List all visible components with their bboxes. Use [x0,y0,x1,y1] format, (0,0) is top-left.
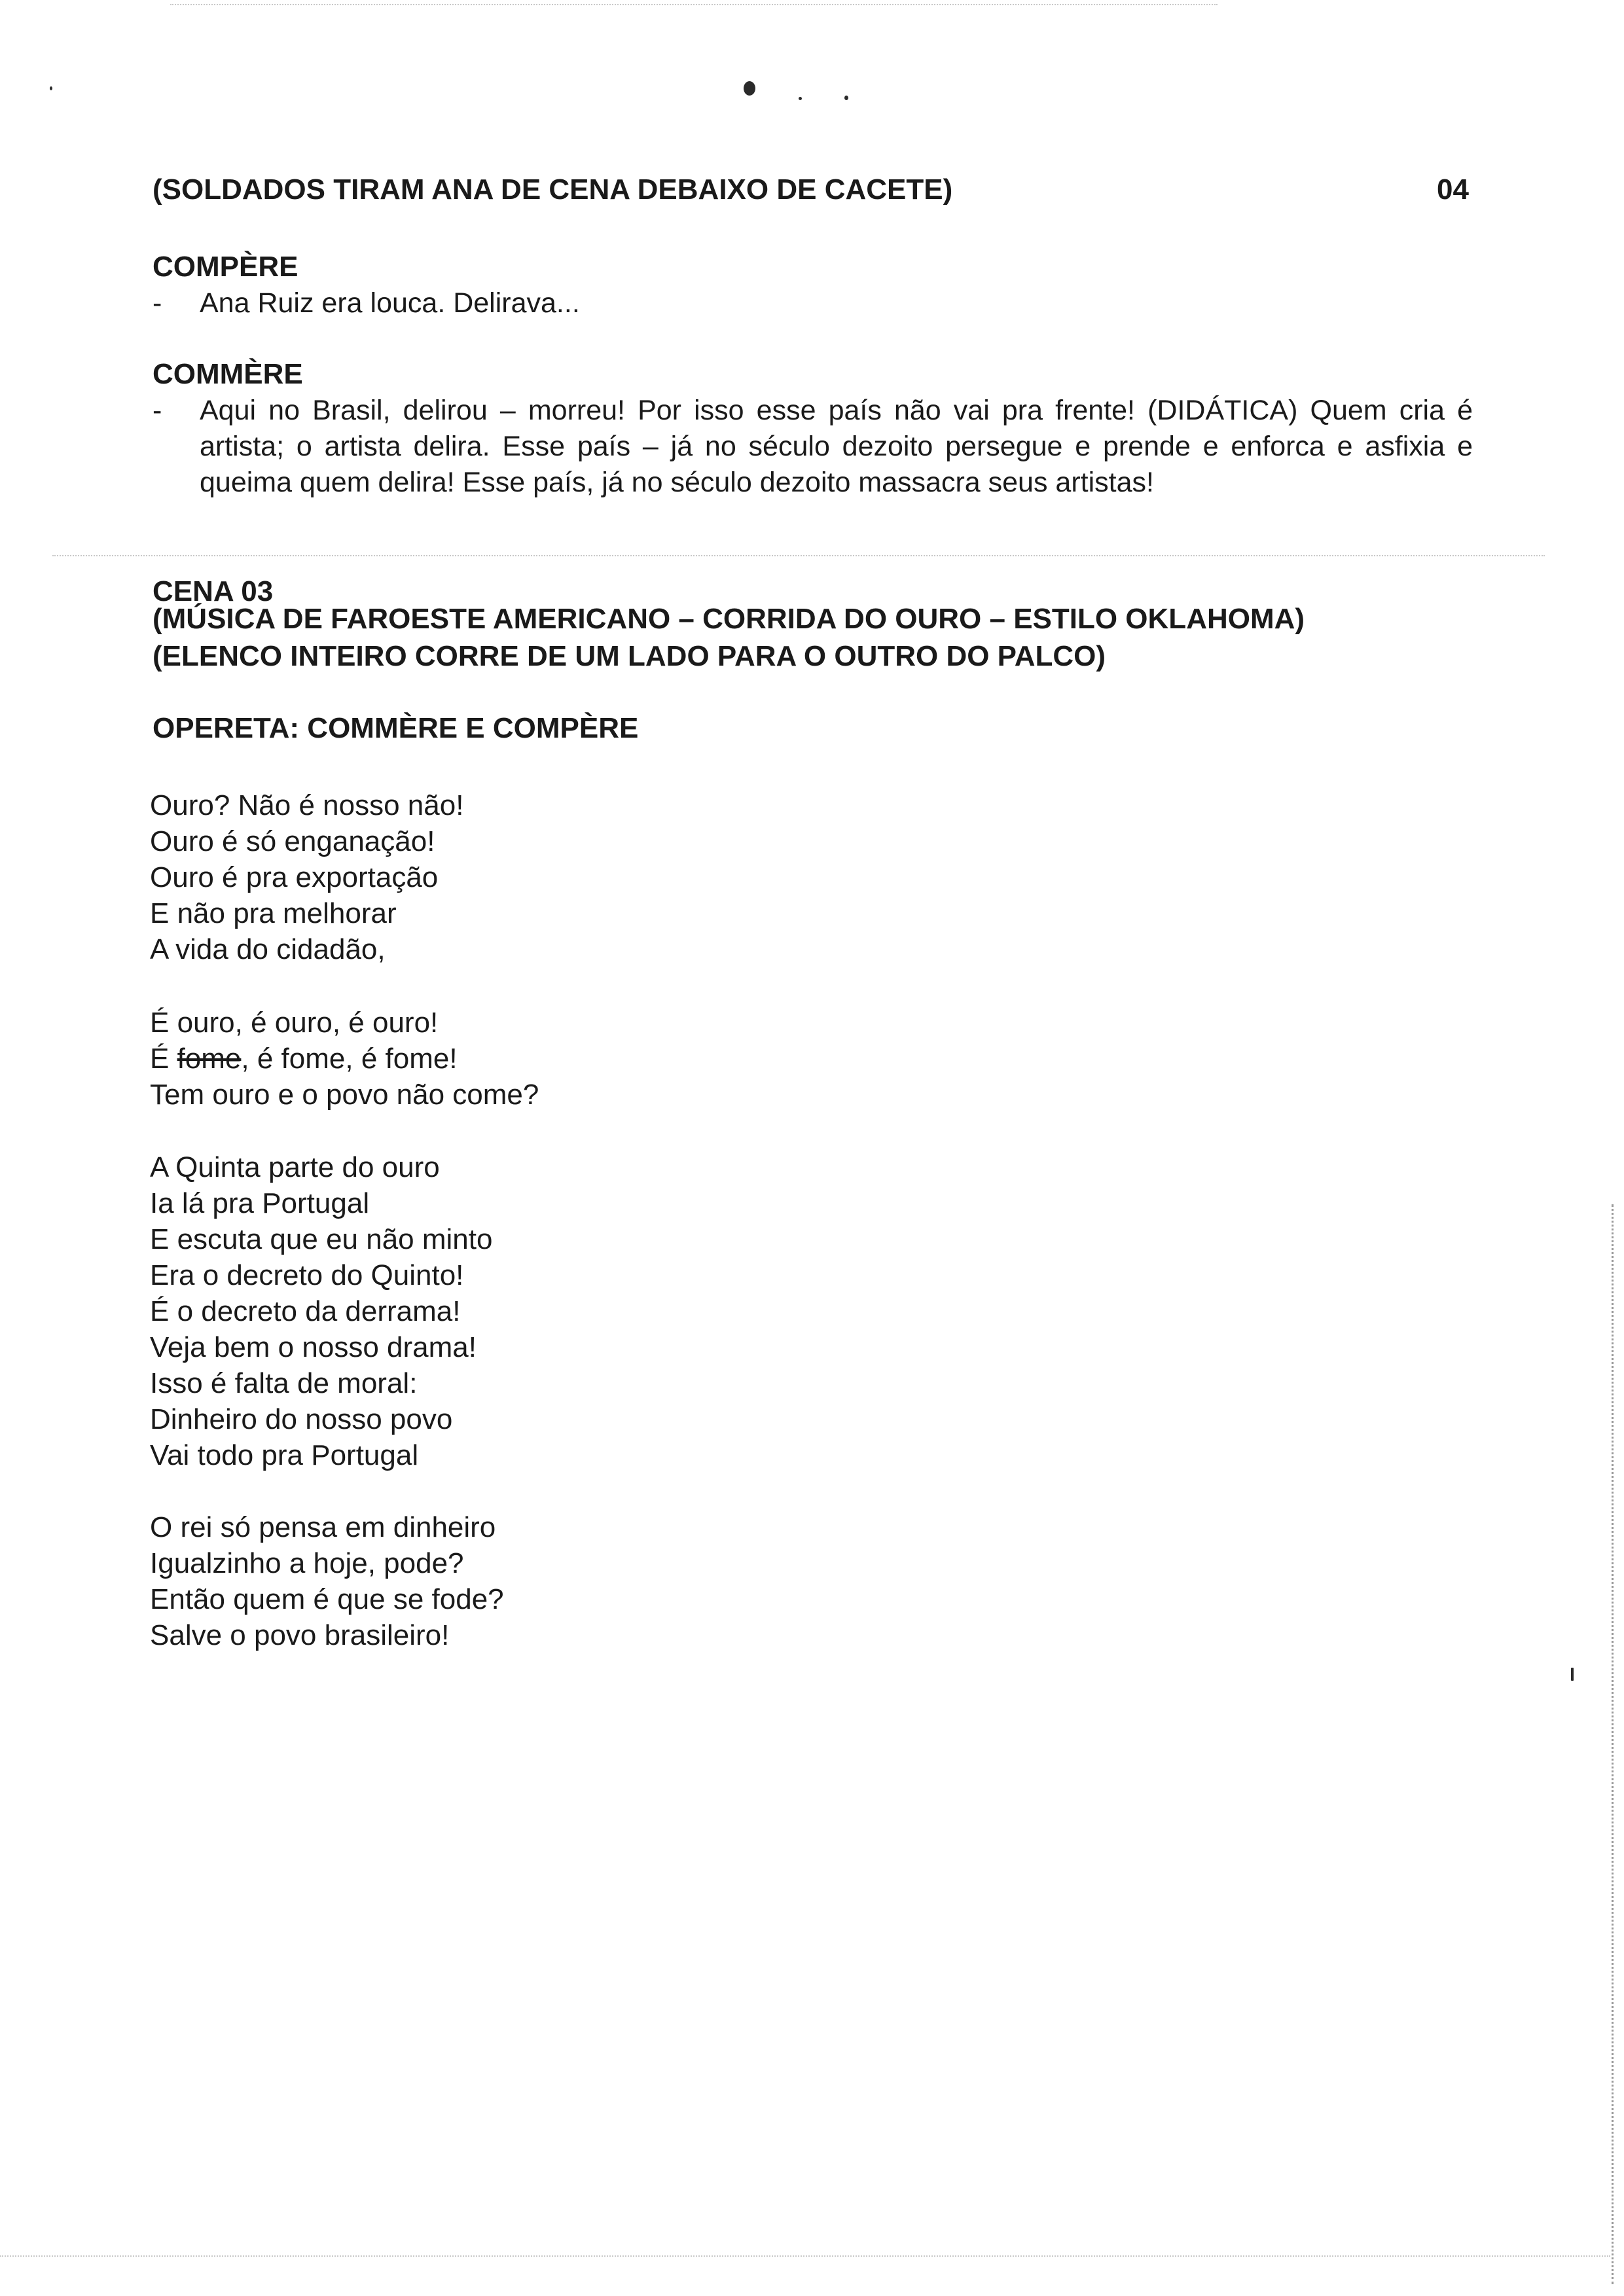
scene-direction: (ELENCO INTEIRO CORRE DE UM LADO PARA O OUTRO DO PALCO) [153,640,1106,672]
scene-direction: (MÚSICA DE FAROESTE AMERICANO – CORRIDA DO OURO – ESTILO OKLAHOMA) [153,603,1305,635]
speaker-name: COMMÈRE [153,358,303,390]
stage-direction: (SOLDADOS TIRAM ANA DE CENA DEBAIXO DE CACETE) [153,173,953,206]
stanza [150,787,463,967]
scan-dotted-line-middle [52,555,1545,556]
verse-line: Era o decreto do Quinto! [150,1259,464,1291]
stanza [150,1509,504,1653]
stanza [150,1149,492,1473]
verse-line: O rei só pensa em dinheiro [150,1511,496,1543]
scan-speck [799,97,802,100]
verse-line: Ouro é pra exportação [150,861,439,893]
verse-line: Ia lá pra Portugal [150,1187,370,1219]
dialogue-block-compere [153,249,1473,321]
verse-line: Ouro? Não é nosso não! [150,789,464,821]
verse-line: É ouro, é ouro, é ouro! [150,1007,439,1039]
dialogue-text: Ana Ruiz era louca. Delirava... [200,287,580,319]
scan-dotted-line-bottom [0,2255,1610,2257]
verse-text: É [150,1043,177,1075]
verse-line: Então quem é que se fode? [150,1583,504,1615]
scan-speck [744,81,755,96]
dialogue-dash: - [153,287,162,319]
verse-line: É o decreto da derrama! [150,1295,461,1327]
scan-speck [50,86,52,90]
stanza [150,1005,539,1113]
dialogue-block-commere [153,356,1473,501]
verse-line: Veja bem o nosso drama! [150,1331,477,1363]
verse-line: E não pra melhorar [150,897,397,929]
dialogue-text: Aqui no Brasil, delirou – morreu! Por isso esse país não vai pra frente! (DIDÁTICA) Quem cria é artista; o artista delira. Esse país – já no século dezoito persegue e prende e enforca e asfixia e queima quem delira! Esse país, já no século dezoito massacra seus artistas! [200,395,1473,498]
verse-line: Ouro é só enganação! [150,825,435,857]
scan-dotted-line-top [170,4,1218,5]
struck-word: fome [177,1043,242,1075]
operetta-heading: OPERETA: COMMÈRE E COMPÈRE [153,712,639,744]
scene-title: CENA 03 [153,575,274,607]
dialogue-line [153,393,1473,501]
verse-line [150,1041,539,1077]
dialogue-line [153,285,1473,321]
verse-line: Vai todo pra Portugal [150,1439,419,1471]
verse-text: , é fome, é fome! [241,1043,458,1075]
verse-line: Tem ouro e o povo não come? [150,1079,539,1111]
verse-line: A vida do cidadão, [150,933,386,965]
verse-line: A Quinta parte do ouro [150,1151,440,1183]
scan-right-edge [1612,1204,1617,2284]
verse-line: Isso é falta de moral: [150,1367,418,1399]
verse-line: Igualzinho a hoje, pode? [150,1547,464,1579]
verse-line: Salve o povo brasileiro! [150,1619,450,1651]
speaker-name: COMPÈRE [153,251,298,283]
scan-speck [844,96,848,100]
verse-line: Dinheiro do nosso povo [150,1403,453,1435]
dialogue-dash: - [153,395,162,426]
scan-speck [1571,1668,1574,1681]
page-number: 04 [1437,173,1469,206]
verse-line: E escuta que eu não minto [150,1223,493,1255]
